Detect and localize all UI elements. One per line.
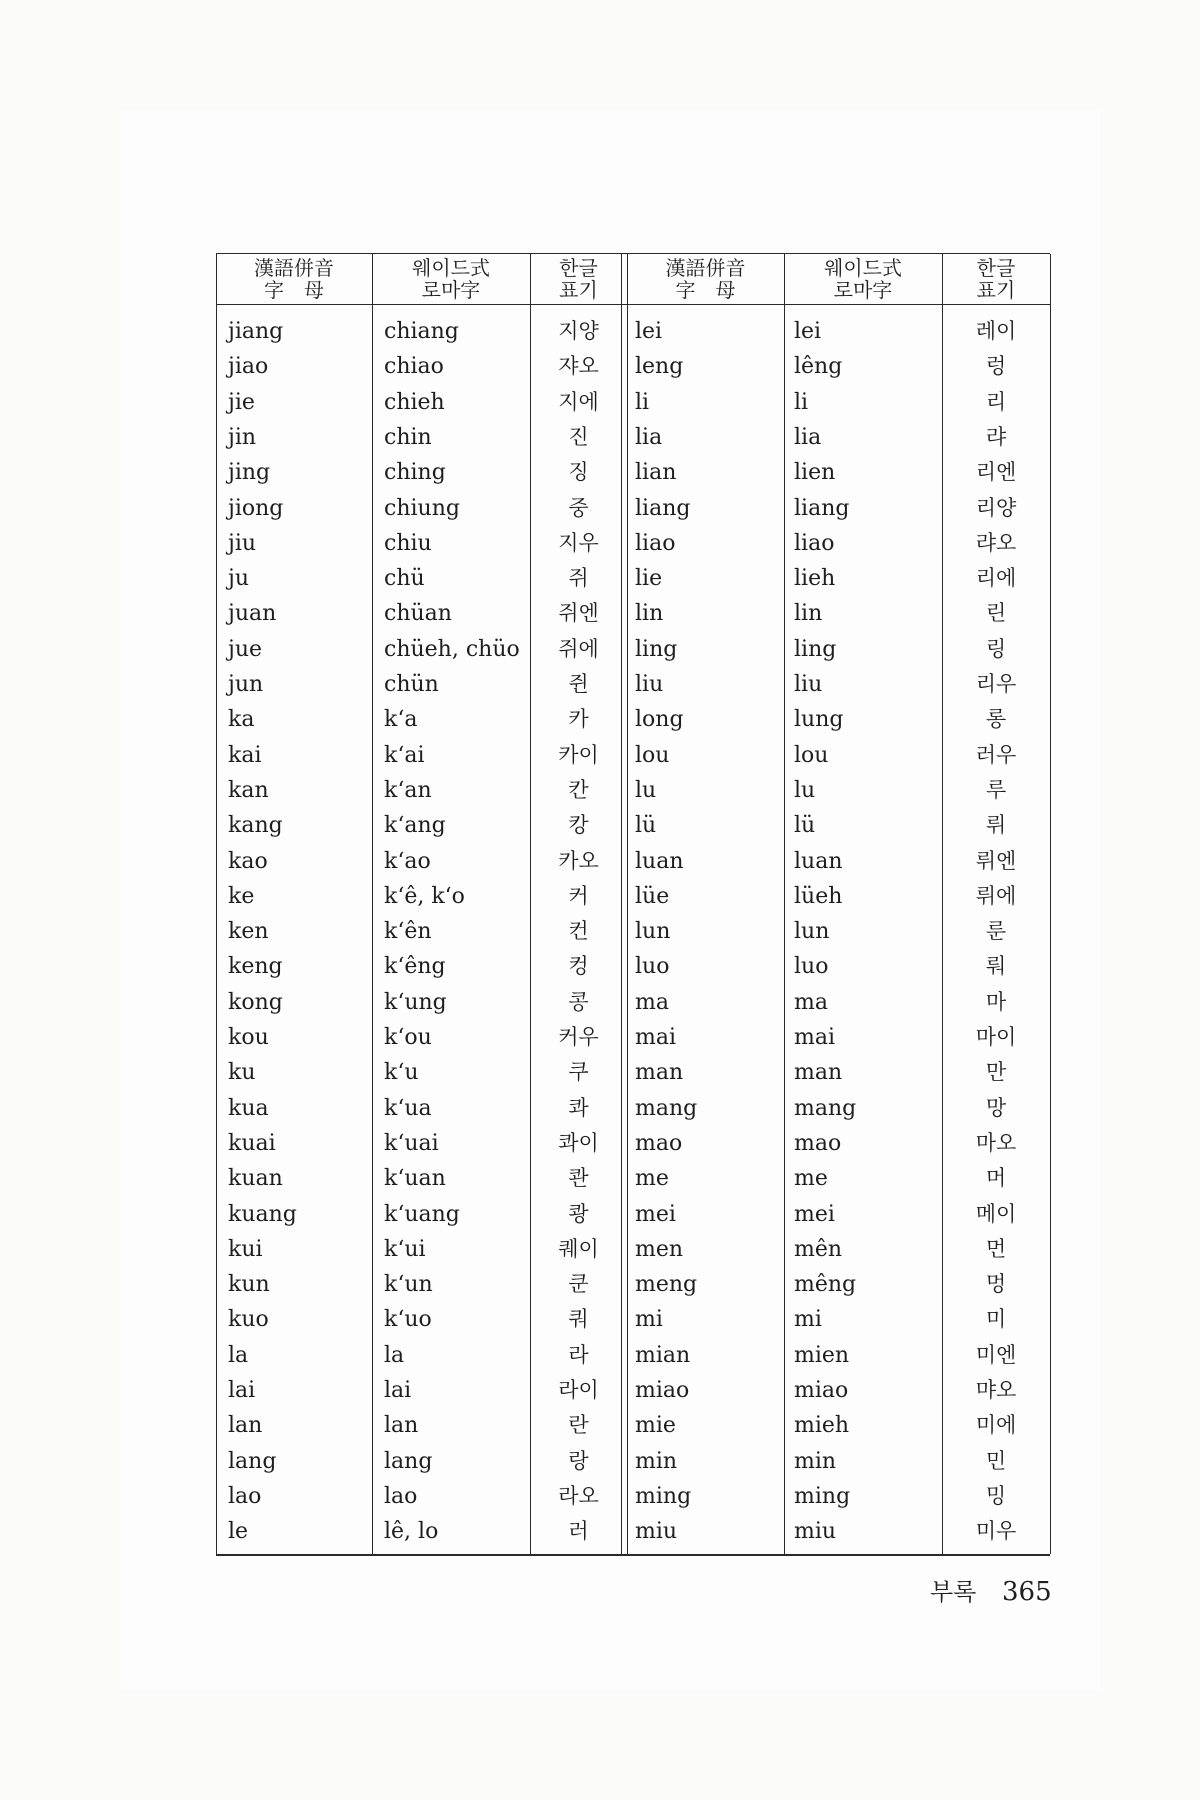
column-header-line: 웨이드式 (824, 256, 902, 280)
wade-giles-cell: lung (794, 707, 844, 733)
column-rule (216, 254, 217, 1554)
pinyin-cell: kuo (228, 1307, 269, 1333)
page-footer (930, 1572, 1052, 1607)
wade-giles-cell: luo (794, 954, 829, 980)
pinyin-cell: jun (228, 672, 264, 697)
wade-giles-cell: chiung (384, 495, 460, 521)
pinyin-cell: kuai (228, 1130, 276, 1156)
pinyin-cell: lou (635, 742, 670, 768)
column-header (372, 254, 530, 304)
wade-giles-cell: lê, lo (384, 1519, 439, 1545)
hangul-cell: 러우 (975, 742, 1017, 767)
hangul-cell: 멍 (985, 1272, 1007, 1297)
hangul-cell: 쥐 (568, 566, 589, 591)
wade-giles-cell: mên (794, 1236, 843, 1262)
wade-giles-cell: k‘ua (384, 1095, 432, 1121)
wade-giles-cell: k‘un (384, 1272, 433, 1298)
hangul-cell: 리에 (975, 566, 1017, 591)
wade-giles-cell: lien (794, 460, 836, 486)
hangul-cell: 룬 (985, 919, 1007, 944)
wade-giles-cell: k‘a (384, 707, 418, 733)
column-header-line: 표기 (559, 278, 598, 302)
pinyin-cell: lin (635, 601, 664, 627)
wade-giles-cell: lan (384, 1413, 419, 1439)
pinyin-cell: kai (228, 742, 262, 768)
wade-giles-cell: chiang (384, 319, 459, 344)
hangul-cell: 먀오 (975, 1378, 1017, 1402)
wade-giles-cell: lu (794, 777, 816, 803)
wade-giles-cell: chin (384, 424, 432, 450)
pinyin-cell: ke (228, 883, 255, 909)
wade-giles-cell: chieh (384, 389, 445, 415)
hangul-cell: 중 (568, 495, 589, 520)
hangul-cell: 랴오 (975, 530, 1017, 555)
pinyin-cell: kong (228, 989, 283, 1015)
wade-giles-cell: mieh (794, 1413, 850, 1439)
wade-giles-cell: k‘ao (384, 848, 431, 874)
wade-giles-cell: lao (384, 1483, 418, 1509)
hangul-cell: 카 (568, 707, 589, 732)
pinyin-cell: kang (228, 813, 283, 839)
wade-giles-cell: lia (794, 424, 822, 450)
wade-giles-cell: mai (794, 1025, 836, 1050)
pinyin-cell: kan (228, 777, 269, 803)
hangul-cell: 루 (985, 777, 1007, 802)
hangul-cell: 진 (568, 424, 589, 449)
wade-giles-cell: chiao (384, 354, 444, 380)
pinyin-cell: lie (635, 566, 663, 592)
wade-giles-cell: lai (384, 1378, 412, 1403)
pinyin-cell: meng (635, 1272, 698, 1298)
pinyin-cell: men (635, 1236, 684, 1262)
column-header (530, 254, 627, 304)
pinyin-cell: man (635, 1060, 684, 1086)
pinyin-cell: lia (635, 424, 663, 450)
pinyin-cell: le (228, 1519, 249, 1545)
hangul-cell: 미우 (975, 1519, 1017, 1544)
hangul-cell: 리엔 (975, 460, 1017, 485)
hangul-cell: 렁 (985, 354, 1007, 379)
wade-giles-cell: lun (794, 919, 830, 945)
column-header-line: 표기 (976, 278, 1016, 302)
pinyin-cell: liao (635, 530, 676, 556)
wade-giles-cell: lüeh (794, 883, 843, 909)
pinyin-cell: luo (635, 954, 670, 980)
pinyin-cell: jue (228, 636, 263, 662)
wade-giles-cell: k‘ai (384, 742, 425, 768)
pinyin-cell: kui (228, 1236, 263, 1262)
hangul-cell: 미 (985, 1307, 1007, 1332)
hangul-cell: 밍 (985, 1483, 1007, 1508)
hangul-cell: 망 (985, 1095, 1007, 1120)
wade-giles-cell: lou (794, 742, 829, 768)
pinyin-cell: ming (635, 1483, 692, 1509)
pinyin-cell: mei (635, 1201, 676, 1227)
wade-giles-cell: lü (794, 813, 816, 839)
pinyin-cell: lu (635, 777, 657, 803)
hangul-cell: 뤼엔 (975, 848, 1017, 873)
hangul-cell: 라오 (558, 1483, 599, 1508)
pinyin-cell: jiao (228, 354, 269, 380)
wade-giles-cell: mao (794, 1130, 842, 1156)
pinyin-cell: mao (635, 1130, 683, 1156)
hangul-cell: 쿤 (568, 1272, 589, 1297)
pinyin-cell: li (635, 389, 650, 415)
pinyin-cell: liang (635, 495, 691, 521)
pinyin-cell: long (635, 707, 684, 733)
hangul-cell: 먼 (985, 1236, 1007, 1261)
wade-giles-cell: lieh (794, 566, 836, 592)
pinyin-cell: mang (635, 1095, 698, 1121)
hangul-cell: 쥐에 (558, 636, 599, 661)
pinyin-cell: kuang (228, 1201, 297, 1227)
wade-giles-cell: ming (794, 1483, 851, 1509)
hangul-cell: 마이 (975, 1025, 1017, 1049)
hangul-cell: 칸 (568, 777, 589, 802)
hangul-cell: 쿠 (568, 1060, 589, 1085)
pinyin-cell: ken (228, 919, 269, 945)
hangul-cell: 린 (985, 601, 1007, 626)
hangul-cell: 지에 (558, 389, 599, 414)
column-header-line: 漢語併音 (665, 256, 746, 280)
wade-giles-cell: k‘uang (384, 1201, 460, 1227)
hangul-cell: 콰 (568, 1095, 589, 1120)
wade-giles-cell: k‘uo (384, 1307, 432, 1333)
wade-giles-cell: mang (794, 1095, 857, 1121)
wade-giles-cell: lin (794, 601, 823, 627)
hangul-cell: 지양 (558, 319, 599, 343)
hangul-cell: 랑 (568, 1448, 589, 1473)
romanization-table (216, 253, 1050, 1556)
pinyin-cell: lüe (635, 883, 670, 909)
wade-giles-cell: k‘ui (384, 1236, 426, 1262)
hangul-cell: 마오 (975, 1130, 1017, 1155)
wade-giles-cell: k‘ung (384, 989, 447, 1015)
pinyin-cell: lang (228, 1448, 277, 1474)
column-header (784, 254, 942, 304)
wade-giles-cell: liao (794, 530, 835, 556)
hangul-cell: 쥐엔 (558, 601, 599, 626)
hangul-cell: 리 (985, 389, 1007, 414)
hangul-cell: 쟈오 (558, 354, 599, 379)
column-header-line: 로마字 (833, 278, 893, 302)
wade-giles-cell: ma (794, 989, 828, 1015)
wade-giles-cell: k‘uan (384, 1166, 446, 1192)
pinyin-cell: lian (635, 460, 677, 486)
column-header-line: 로마字 (421, 278, 481, 302)
pinyin-cell: kou (228, 1025, 269, 1050)
hangul-cell: 레이 (975, 319, 1017, 343)
pinyin-cell: juan (228, 601, 277, 627)
column-rule (372, 254, 373, 1554)
hangul-cell: 메이 (975, 1201, 1017, 1226)
wade-giles-cell: mi (794, 1307, 822, 1333)
hangul-cell: 뤼에 (975, 883, 1017, 908)
hangul-cell: 쥔 (568, 672, 589, 696)
pinyin-cell: lao (228, 1483, 262, 1509)
hangul-cell: 쾅 (568, 1201, 589, 1226)
column-rule (1050, 254, 1051, 1554)
hangul-cell: 미에 (975, 1413, 1017, 1438)
pinyin-cell: jie (228, 389, 255, 415)
wade-giles-cell: chüeh, chüo (384, 636, 520, 662)
wade-giles-cell: chiu (384, 530, 432, 556)
wade-giles-cell: man (794, 1060, 843, 1086)
pinyin-cell: jiong (228, 495, 284, 521)
pinyin-cell: ju (228, 566, 249, 592)
header-divider (216, 304, 1050, 305)
wade-giles-cell: mei (794, 1201, 835, 1227)
wade-giles-cell: k‘an (384, 777, 432, 803)
column-header-line: 字 母 (675, 278, 736, 302)
hangul-cell: 콴 (568, 1166, 589, 1191)
wade-giles-cell: lang (384, 1448, 433, 1474)
appendix-label: 부록 (930, 1578, 977, 1606)
hangul-cell: 뤼 (985, 813, 1007, 838)
pinyin-cell: miao (635, 1378, 690, 1403)
hangul-cell: 랴 (985, 424, 1007, 449)
pinyin-cell: min (635, 1448, 678, 1474)
wade-giles-cell: k‘u (384, 1060, 419, 1086)
hangul-cell: 콩 (568, 989, 589, 1014)
column-header (216, 254, 372, 304)
pinyin-cell: lan (228, 1413, 263, 1439)
pinyin-cell: mi (635, 1307, 663, 1333)
hangul-cell: 민 (985, 1448, 1007, 1473)
hangul-cell: 카오 (558, 848, 599, 873)
wade-giles-cell: li (794, 389, 809, 415)
pinyin-cell: ling (635, 636, 678, 662)
hangul-cell: 캉 (568, 813, 589, 838)
column-header-line: 웨이드式 (412, 256, 490, 280)
hangul-cell: 라이 (558, 1378, 599, 1402)
hangul-cell: 리우 (975, 672, 1017, 696)
wade-giles-cell: lêng (794, 354, 843, 380)
pinyin-cell: jiu (228, 530, 257, 556)
pinyin-cell: leng (635, 354, 684, 380)
wade-giles-cell: k‘ou (384, 1025, 432, 1050)
wade-giles-cell: chün (384, 672, 439, 697)
wade-giles-cell: chüan (384, 601, 452, 627)
pinyin-cell: luan (635, 848, 684, 874)
pinyin-cell: liu (635, 672, 664, 697)
hangul-cell: 징 (568, 460, 589, 485)
hangul-cell: 라 (568, 1342, 589, 1367)
pinyin-cell: me (635, 1166, 669, 1192)
column-rule (784, 254, 785, 1554)
wade-giles-cell: chü (384, 566, 425, 592)
column-rule (627, 254, 628, 1554)
column-header-line: 한글 (976, 256, 1016, 280)
pinyin-cell: jiang (228, 319, 284, 344)
hangul-cell: 리양 (975, 495, 1017, 520)
wade-giles-cell: lei (794, 319, 822, 344)
column-header-line: 字 母 (264, 278, 324, 302)
pinyin-cell: kun (228, 1272, 270, 1298)
hangul-cell: 롱 (985, 707, 1007, 732)
pinyin-cell: ma (635, 989, 669, 1015)
hangul-cell: 콰이 (558, 1130, 599, 1155)
wade-giles-cell: mien (794, 1342, 850, 1368)
wade-giles-cell: me (794, 1166, 828, 1192)
wade-giles-cell: la (384, 1342, 405, 1368)
hangul-cell: 링 (985, 636, 1007, 661)
wade-giles-cell: miao (794, 1378, 849, 1403)
hangul-cell: 만 (985, 1060, 1007, 1085)
wade-giles-cell: ling (794, 636, 837, 662)
wade-giles-cell: mêng (794, 1272, 857, 1298)
wade-giles-cell: k‘uai (384, 1130, 439, 1156)
pinyin-cell: lei (635, 319, 663, 344)
wade-giles-cell: min (794, 1448, 837, 1474)
column-header (942, 254, 1050, 304)
pinyin-cell: ka (228, 707, 255, 733)
pinyin-cell: ku (228, 1060, 256, 1086)
pinyin-cell: lü (635, 813, 657, 839)
wade-giles-cell: k‘êng (384, 954, 446, 980)
wade-giles-cell: k‘ê, k‘o (384, 883, 465, 909)
wade-giles-cell: liu (794, 672, 823, 697)
page-number: 365 (1002, 1577, 1052, 1607)
hangul-cell: 쿼 (568, 1307, 589, 1332)
pinyin-cell: kao (228, 848, 268, 874)
hangul-cell: 마 (985, 989, 1007, 1014)
column-header (627, 254, 784, 304)
column-header-line: 한글 (559, 256, 598, 280)
hangul-cell: 머 (985, 1166, 1007, 1191)
pinyin-cell: jing (228, 460, 271, 486)
column-header-line: 漢語併音 (254, 256, 334, 280)
pinyin-cell: kuan (228, 1166, 283, 1192)
pinyin-cell: mai (635, 1025, 677, 1050)
wade-giles-cell: k‘ên (384, 919, 432, 945)
pinyin-cell: keng (228, 954, 283, 980)
pinyin-cell: kua (228, 1095, 269, 1121)
pinyin-cell: miu (635, 1519, 678, 1545)
hangul-cell: 러 (568, 1519, 589, 1544)
wade-giles-cell: ching (384, 460, 446, 486)
wade-giles-cell: liang (794, 495, 850, 521)
hangul-cell: 란 (568, 1413, 589, 1438)
pinyin-cell: mian (635, 1342, 691, 1368)
pinyin-cell: lai (228, 1378, 256, 1403)
hangul-cell: 카이 (558, 742, 599, 767)
hangul-cell: 뤄 (985, 954, 1007, 979)
wade-giles-cell: luan (794, 848, 843, 874)
wade-giles-cell: k‘ang (384, 813, 446, 839)
hangul-cell: 컨 (568, 919, 589, 944)
pinyin-cell: la (228, 1342, 249, 1368)
pinyin-cell: mie (635, 1413, 676, 1439)
hangul-cell: 커 (568, 883, 589, 908)
hangul-cell: 퀘이 (558, 1236, 599, 1261)
hangul-cell: 컹 (568, 954, 589, 979)
pinyin-cell: lun (635, 919, 671, 945)
pinyin-cell: jin (228, 424, 257, 450)
hangul-cell: 지우 (558, 530, 599, 555)
hangul-cell: 커우 (558, 1025, 599, 1049)
hangul-cell: 미엔 (975, 1342, 1017, 1367)
wade-giles-cell: miu (794, 1519, 837, 1545)
